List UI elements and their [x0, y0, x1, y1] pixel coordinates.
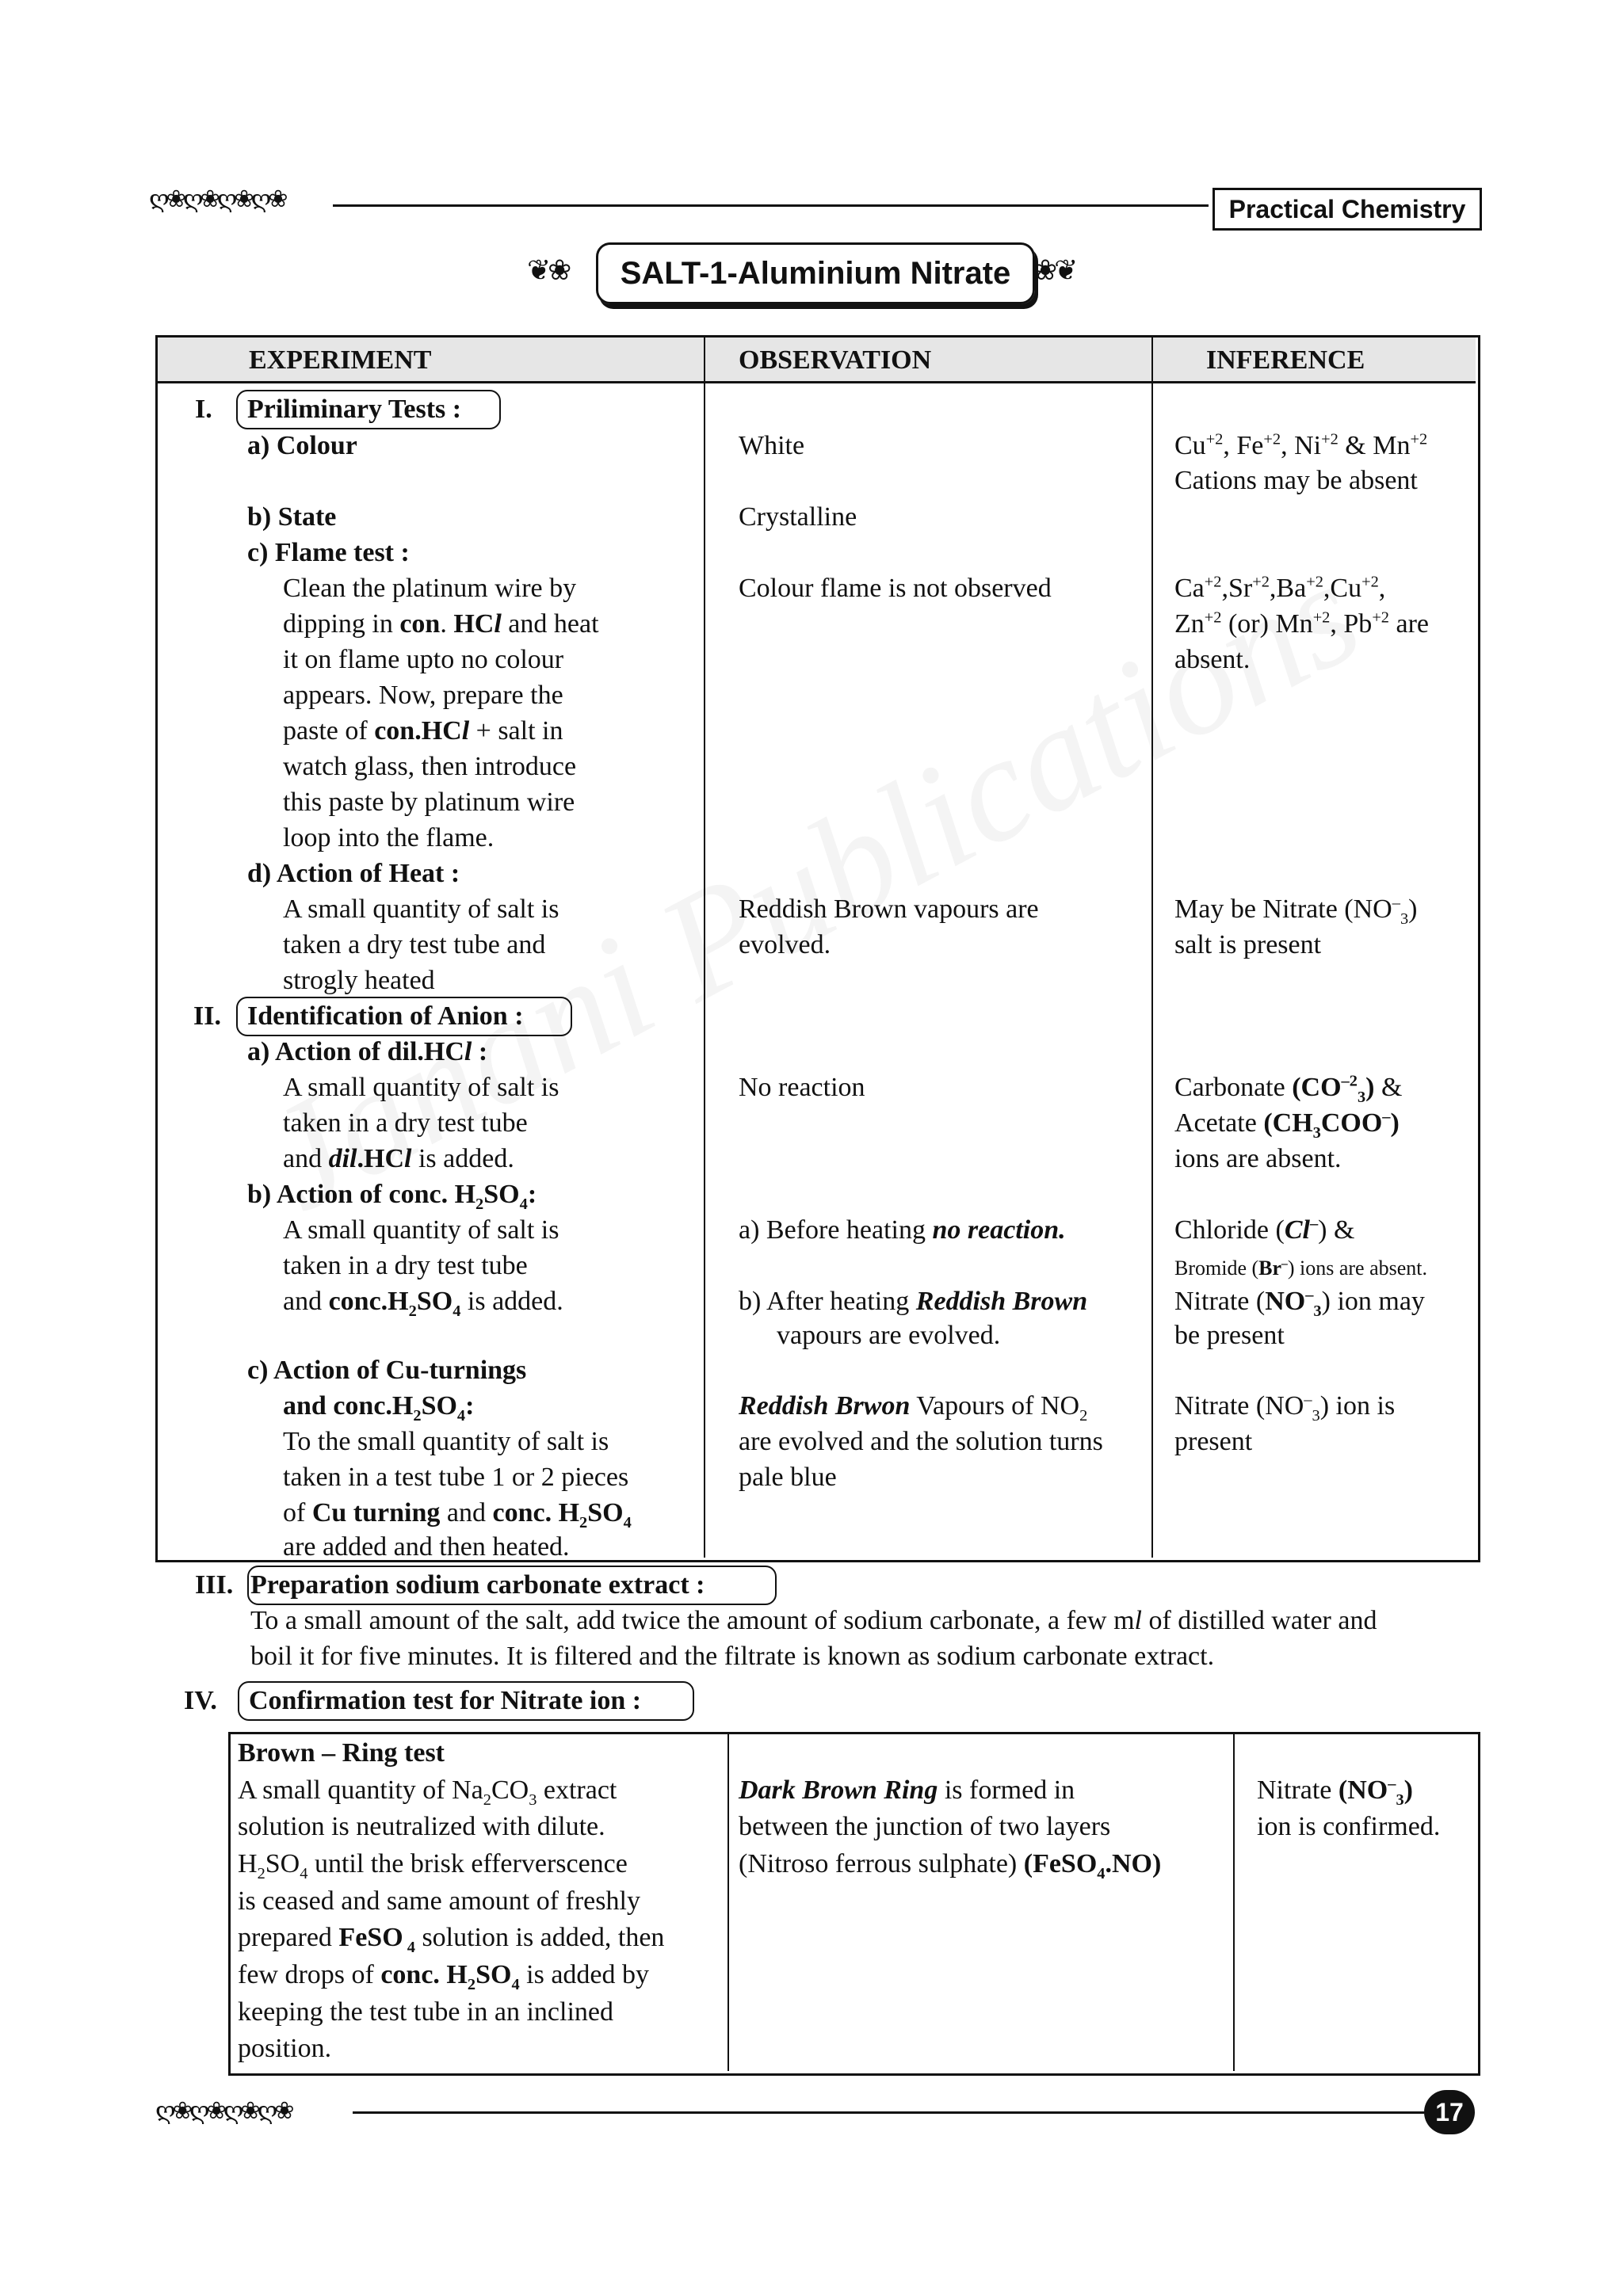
brown-ring-line-2: solution is neutralized with dilute.: [238, 1812, 605, 1841]
h2so4-observation-1a: a) Before heating: [739, 1215, 933, 1245]
brown-ring-title: Brown – Ring test: [238, 1738, 445, 1768]
flame-inference-2: $Zn^{+2}$ (or) $Mn^{+2}$, $Pb^{+2}$ are: [1174, 608, 1430, 639]
heat-inference-2: salt is present: [1174, 930, 1322, 959]
dilhcl-desc-3c: .HC: [357, 1144, 404, 1173]
h2so4-desc-3c: is added.: [460, 1287, 563, 1316]
cu-desc-2: taken in a test tube 1 or 2 pieces: [283, 1463, 629, 1492]
dilhcl-observation: No reaction: [739, 1073, 865, 1102]
dilhcl-desc-3e: is added.: [411, 1144, 514, 1173]
section-label: [1212, 188, 1482, 231]
flame-inference-1: $Ca^{+2},Sr^{+2},Ba^{+2},Cu^{+2}$,: [1174, 573, 1386, 603]
h2so4-inference-2b: ) ions are absent.: [1287, 1257, 1428, 1280]
cu-desc-3b: Cu turning: [311, 1498, 441, 1527]
dilhcl-inference-2: Acetate $(CH_3COO^-)$: [1174, 1108, 1400, 1142]
flame-desc-5b: con.HC: [374, 716, 462, 746]
brown-ring-observation-3b: (FeSO: [1023, 1849, 1098, 1878]
heat-desc-3: strogly heated: [283, 966, 435, 995]
brown-ring-observation-3c: .NO): [1105, 1849, 1162, 1878]
dilhcl-label-text: a) Action of dil.HC: [247, 1037, 464, 1066]
cu-observation-3: pale blue: [739, 1463, 837, 1492]
dilhcl-desc-2: taken in a dry test tube: [283, 1108, 528, 1138]
section-label-text: Practical Chemistry: [1228, 195, 1466, 223]
cu-desc-1: To the small quantity of salt is: [283, 1427, 609, 1456]
cu-label-2a: and conc.H: [283, 1391, 414, 1421]
cu-desc-3d: conc. H: [492, 1498, 580, 1527]
dilhcl-inference-3: ions are absent.: [1174, 1144, 1342, 1173]
h2so4-desc-3: and $conc.H_2SO_4$ is added.: [283, 1287, 563, 1320]
cu-observation-2: are evolved and the solution turns: [739, 1427, 1103, 1456]
dilhcl-desc-1: A small quantity of salt is: [283, 1073, 559, 1102]
section-3-text-2: boil it for five minutes. It is filtered and the filtrate is known as sodium carbonate extract.: [250, 1642, 1215, 1671]
state-observation: Crystalline: [739, 502, 857, 532]
flame-observation: Colour flame is not observed: [739, 574, 1052, 603]
colour-observation: White: [739, 431, 805, 460]
flame-desc-1: Clean the platinum wire by: [283, 574, 577, 603]
cu-label-2: and $conc.H_2SO_4$:: [283, 1391, 475, 1425]
section-3-text-1a: To a small amount of the salt, add twice the amount of sodium carbonate, a few m: [250, 1606, 1135, 1635]
brown-ring-line-6c: SO: [475, 1960, 512, 1989]
cu-desc-3: of Cu turning and conc. $H_2SO_4$: [283, 1498, 632, 1531]
brown-ring-line-3: $H_2SO_4$ until the brisk efferverscence: [238, 1849, 628, 1882]
h2so4-desc-1: A small quantity of salt is: [283, 1215, 559, 1245]
flame-desc-2: [283, 606, 599, 642]
heat-label: d) Action of Heat :: [247, 859, 460, 888]
brown-ring-observation-1a: Dark Brown Ring: [739, 1775, 938, 1805]
h2so4-observation-1: [739, 1212, 1066, 1248]
colour-inference: Cations may be absent: [1174, 466, 1418, 495]
dilhcl-desc-3b: dil: [328, 1144, 357, 1173]
brown-ring-line-3b: SO: [265, 1849, 300, 1878]
dilhcl-desc-3d: l: [404, 1144, 412, 1173]
brown-ring-line-1a: A small quantity of Na: [238, 1775, 483, 1805]
title-left-ornament: ❦❀: [527, 254, 569, 286]
flame-desc-7: this paste by platinum wire: [283, 788, 575, 817]
h2so4-inference-1a: Chloride (: [1174, 1215, 1285, 1245]
h2so4-inference-1b: ) &: [1318, 1215, 1355, 1245]
h2so4-inference-4: be present: [1174, 1321, 1285, 1350]
section-4-number: IV.: [184, 1686, 217, 1715]
brown-ring-line-4: is ceased and same amount of freshly: [238, 1886, 640, 1916]
dilhcl-label: a) Action of dil.HCl :: [247, 1037, 488, 1066]
brown-ring-observation-1b: is formed in: [938, 1775, 1075, 1805]
brown-ring-line-1c: extract: [537, 1775, 617, 1805]
brown-ring-line-5b: FeSO: [338, 1923, 403, 1952]
h2so4-label-text: b) Action of conc. H: [247, 1180, 476, 1209]
flame-desc-2a: dipping in: [283, 609, 393, 639]
page-title-text: SALT-1-Aluminium Nitrate: [620, 256, 1011, 291]
flame-desc-2c: .: [440, 609, 454, 639]
page-number-badge: [1424, 2090, 1475, 2134]
page-title: [596, 242, 1035, 304]
h2so4-inference-2: Bromide (Br–) ions are absent.: [1174, 1257, 1428, 1280]
flame-label: c) Flame test :: [247, 538, 410, 567]
cu-observation-1b: Vapours of NO: [910, 1391, 1080, 1421]
h2so4-inference-3a: Nitrate (: [1174, 1287, 1266, 1316]
brown-ring-inference-2: ion is confirmed.: [1257, 1812, 1441, 1841]
colour-label: a) Colour: [247, 431, 357, 460]
col-divider-1: [704, 338, 705, 1558]
cu-desc-4: are added and then heated.: [283, 1532, 570, 1562]
section-1-number: I.: [195, 395, 212, 424]
dilhcl-desc-3a: and: [283, 1144, 329, 1173]
h2so4-desc-3b: conc.H: [328, 1287, 409, 1316]
h2so4-observation-3: vapours are evolved.: [777, 1321, 1001, 1350]
h2so4-observation-2: [739, 1283, 1087, 1319]
brown-ring-line-7: keeping the test tube in an inclined: [238, 1997, 613, 2027]
flame-inference-3: absent.: [1174, 645, 1251, 674]
section-3-number: III.: [195, 1570, 234, 1600]
brown-ring-line-6d: is added by: [519, 1960, 650, 1989]
brown-ring-observation-3a: (Nitroso ferrous sulphate): [739, 1849, 1024, 1878]
state-label: b) State: [247, 502, 337, 532]
section-2-title: Identification of Anion :: [247, 1001, 524, 1031]
section-3-text-1b: of distilled water and: [1141, 1606, 1377, 1635]
cu-desc-3c: and: [440, 1498, 493, 1527]
heat-desc-1: A small quantity of salt is: [283, 894, 559, 924]
dilhcl-inference-2a: Acetate: [1174, 1108, 1264, 1138]
flame-desc-2b: con: [399, 609, 441, 639]
title-right-ornament: ❀❦: [1033, 254, 1075, 286]
colour-inference-ions: $Cu^{+2}$, $Fe^{+2}$, $Ni^{+2}$ & $Mn^{+2}$: [1174, 430, 1428, 460]
flame-desc-2d: HC: [453, 609, 495, 639]
brown-ring-line-1b: CO: [491, 1775, 529, 1805]
conf-col-divider-2: [1233, 1734, 1235, 2071]
header-flourish: ღ❀ღ❀ღ❀ღ❀: [149, 186, 285, 212]
flame-desc-5: [283, 713, 563, 749]
h2so4-desc-2: taken in a dry test tube: [283, 1251, 528, 1280]
flame-desc-8: loop into the flame.: [283, 823, 495, 852]
section-1-title: Priliminary Tests :: [247, 395, 462, 424]
col-divider-2: [1151, 338, 1153, 1558]
brown-ring-line-5: prepared FeSO $_4$ solution is added, then: [238, 1923, 665, 1956]
flame-desc-3: it on flame upto no colour: [283, 645, 564, 674]
cu-inference-2: present: [1174, 1427, 1253, 1456]
brown-ring-inference-1: Nitrate $(NO^-_3)$: [1257, 1775, 1413, 1809]
conf-col-divider-1: [727, 1734, 729, 2071]
flame-desc-5c: l: [461, 716, 470, 746]
brown-ring-line-1: A small quantity of $Na_2CO_3$ extract: [238, 1775, 617, 1809]
flame-desc-2e: l: [494, 609, 502, 639]
col-header-experiment: EXPERIMENT: [249, 345, 432, 375]
h2so4-desc-3a: and: [283, 1287, 329, 1316]
heat-observation-2: evolved.: [739, 930, 831, 959]
heat-observation-1: Reddish Brown vapours are: [739, 894, 1039, 924]
brown-ring-line-5a: prepared: [238, 1923, 339, 1952]
h2so4-inference-2a: Bromide (: [1174, 1257, 1259, 1280]
cu-label-1: c) Action of Cu-turnings: [247, 1356, 527, 1385]
section-3-title: Preparation sodium carbonate extract :: [250, 1570, 705, 1600]
section-4-title: Confirmation test for Nitrate ion :: [249, 1686, 642, 1715]
brown-ring-observation-2: between the junction of two layers: [739, 1812, 1111, 1841]
col-header-observation: OBSERVATION: [739, 345, 932, 375]
flame-desc-5d: + salt in: [469, 716, 563, 746]
flame-desc-6: watch glass, then introduce: [283, 752, 577, 781]
heat-inference-1a: May be Nitrate (NO: [1174, 894, 1392, 924]
h2so4-inference-3: Nitrate $(NO^-_3)$ ion may: [1174, 1286, 1425, 1320]
h2so4-observation-1b: no reaction.: [932, 1215, 1066, 1245]
h2so4-observation-2a: b) After heating: [739, 1287, 916, 1316]
cu-desc-3a: of: [283, 1498, 312, 1527]
header-rule: [333, 204, 1209, 207]
heat-inference-1: May be Nitrate $(NO^-_3)$: [1174, 894, 1418, 928]
footer-rule: [353, 2111, 1424, 2114]
h2so4-inference-3b: ) ion may: [1321, 1287, 1425, 1316]
h2so4-observation-2b: Reddish Brown: [915, 1287, 1088, 1316]
section-3-text-1: To a small amount of the salt, add twice the amount of sodium carbonate, a few ml of distilled water and: [250, 1606, 1377, 1635]
brown-ring-observation-3: (Nitroso ferrous sulphate) (FeSO$_4$.NO): [739, 1849, 1162, 1882]
brown-ring-line-6b: conc. H: [380, 1960, 468, 1989]
footer-flourish: ღ❀ღ❀ღ❀ღ❀: [155, 2098, 292, 2124]
brown-ring-line-8: position.: [238, 2034, 332, 2063]
dilhcl-inference-1: Carbonate $(CO^{-2}_3)$ &: [1174, 1072, 1403, 1106]
cu-inference-1: Nitrate $(NO^-_3)$ ion is: [1174, 1390, 1396, 1425]
brown-ring-inference-1a: Nitrate: [1257, 1775, 1338, 1805]
cu-observation-1a: Reddish Brwon: [739, 1391, 911, 1421]
dilhcl-inference-1a: Carbonate: [1174, 1073, 1293, 1102]
brown-ring-line-6a: few drops of: [238, 1960, 381, 1989]
brown-ring-observation-1: [739, 1772, 1075, 1808]
dilhcl-desc-3: [283, 1141, 514, 1177]
brown-ring-line-5c: solution is added, then: [414, 1923, 665, 1952]
cu-inference-1a: Nitrate (NO: [1174, 1391, 1304, 1421]
brown-ring-line-6: few drops of conc. $H_2SO_4$ is added by: [238, 1960, 650, 1993]
flame-desc-2f: and heat: [501, 609, 599, 639]
h2so4-label: b) Action of conc. $H_2SO_4$:: [247, 1180, 537, 1213]
cu-observation-1: Reddish Brwon Vapours of $NO_2$: [739, 1391, 1088, 1425]
h2so4-inference-1: Chloride (Cl–) &: [1174, 1215, 1355, 1245]
heat-desc-2: taken a dry test tube and: [283, 930, 546, 959]
page-number: 17: [1435, 2098, 1464, 2126]
brown-ring-line-3c: until the brisk efferverscence: [307, 1849, 628, 1878]
brown-ring-line-3a: H: [238, 1849, 258, 1878]
flame-desc-5a: paste of: [283, 716, 375, 746]
col-header-inference: INFERENCE: [1206, 345, 1365, 375]
flame-desc-4: appears. Now, prepare the: [283, 681, 563, 710]
cu-inference-1b: ) ion is: [1319, 1391, 1396, 1421]
section-2-number: II.: [193, 1001, 221, 1031]
